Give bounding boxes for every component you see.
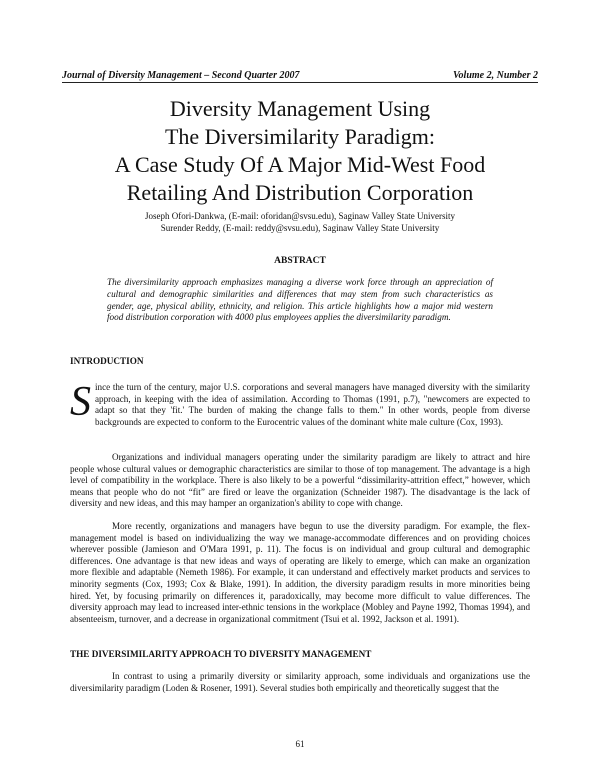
author-line: Surender Reddy, (E-mail: reddy@svsu.edu), Saginaw Valley State University xyxy=(160,223,440,233)
article-title xyxy=(60,95,540,207)
paragraph-text: ince the turn of the century, major U.S. corporations and several managers have managed diversity with the similarity approach, in keeping with the idea of assimilation. According to Thomas (1991, p.7), "newcomers are expected to adapt so that they 'fit.' The burden of making the change falls to them." In other words, people from diverse backgrounds are expected to conform to the Eurocentric values of the dominant white male culture (Cox, 1993). xyxy=(95,382,530,427)
paragraph xyxy=(70,452,530,510)
drop-cap: S xyxy=(70,379,91,425)
title-line: Retailing And Distribution Corporation xyxy=(126,180,474,205)
paragraph xyxy=(70,521,530,625)
section-heading-diversimilarity: THE DIVERSIMILARITY APPROACH TO DIVERSITY MANAGEMENT xyxy=(70,649,372,659)
paragraph-text: In contrast to using a primarily diversity or similarity approach, some individuals and organizations use the diversimilarity paradigm (Loden & Rosener, 1991). Several studies both empirically and theoretically suggest that the xyxy=(70,671,530,693)
running-header xyxy=(62,70,538,83)
paragraph-text: More recently, organizations and managers have begun to use the diversity paradigm. For example, the flex-management model is based on individualizing the way we manage-accommodate differences and on providing choices wherever possible (Jamieson and O'Mara 1991, p. 11). The focus is on individual and group cultural and demographic differences. One advantage is that new ideas and ways of operating are likely to emerge, which can make an organization more flexible and adaptable (Nemeth 1986). For example, it can understand and effectively market products and services to minority segments (Cox, 1993; Cox & Blake, 1991). In addition, the diversity paradigm results in more minorities being hired. Yet, by focusing primarily on differences it, paradoxically, may become more difficult to value differences. The diversity approach may lead to increased inter-ethnic tensions in the workplace (Mobley and Payne 1992, Thomas 1994), and absenteeism, turnover, and a decrease in organizational commitment (Tsui et al. 1992, Jackson et al. 1991). xyxy=(70,521,530,624)
page-number: 61 xyxy=(295,739,305,749)
title-line: A Case Study Of A Major Mid-West Food xyxy=(114,152,486,177)
paragraph xyxy=(70,671,530,694)
journal-name: Journal of Diversity Management – Second Quarter 2007 xyxy=(62,70,300,81)
title-line: The Diversimilarity Paradigm: xyxy=(164,124,436,149)
paragraph-text: Organizations and individual managers operating under the similarity paradigm are likely to attract and hire people whose cultural values or demographic characteristics are similar to those of top management. The advantage is a high level of compatibility in the workplace. There is also likely to be a powerful “dissimilarity-attrition effect,” however, which means that people who do not “fit” are fired or leave the organization (Schneider 1987). The disadvantage is the lack of diversity and new ideas, and this may hamper an organization's ability to cope with change. xyxy=(70,452,530,509)
abstract-text: The diversimilarity approach emphasizes managing a diverse work force through an appreciation of cultural and demographic similarities and differences that may stem from such characteristics as gender, age, physical ability, ethnicity, and religion. This article highlights how a major mid western food distribution corporation with 4000 plus employees applies the diversimilarity paradigm. xyxy=(107,277,493,323)
volume-number: Volume 2, Number 2 xyxy=(452,70,538,81)
section-heading-introduction: INTRODUCTION xyxy=(70,356,144,366)
title-line: Diversity Management Using xyxy=(169,96,431,121)
abstract-heading: ABSTRACT xyxy=(274,256,326,266)
author-line: Joseph Ofori-Dankwa, (E-mail: oforidan@svsu.edu), Saginaw Valley State University xyxy=(144,211,456,221)
author-list xyxy=(60,210,540,234)
paragraph xyxy=(70,379,530,428)
